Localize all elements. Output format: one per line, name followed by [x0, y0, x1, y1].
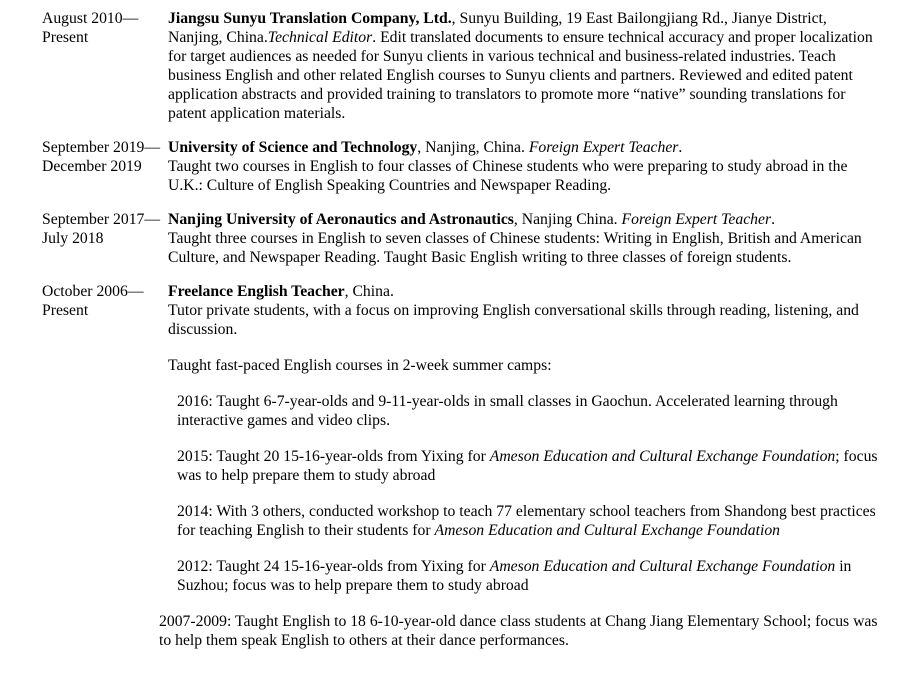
text-segment: Freelance English Teacher: [168, 283, 345, 300]
date-start: September 2017—: [42, 211, 161, 228]
camp-item-2014: [177, 502, 880, 540]
date-start: September 2019—: [42, 139, 161, 156]
entry-description: [168, 229, 880, 267]
text-segment: 2014: With 3 others, conducted workshop to teach 77 elementary school teachers from Shandong best practices for teaching English to their students for: [177, 503, 876, 539]
text-segment: Jiangsu Sunyu Translation Company, Ltd.: [168, 10, 452, 27]
text-segment: 2016: Taught 6-7-year-olds and 9-11-year-olds in small classes in Gaochun. Accelerated learning through interactive games and video clips.: [177, 393, 838, 429]
text-segment: , Nanjing China.: [513, 211, 622, 228]
text-segment: in Suzhou; focus was to help prepare them to study abroad: [177, 558, 852, 594]
entry-description: [168, 9, 880, 123]
entry-jiangsu-sunyu: [42, 9, 922, 123]
text-segment: Nanjing University of Aeronautics and Astronautics: [168, 211, 514, 228]
entry-heading: [168, 210, 880, 229]
date-end: Present: [42, 302, 89, 319]
text-segment: Technical Editor: [267, 29, 373, 46]
date-range: [42, 9, 168, 47]
text-segment: University of Science and Technology: [168, 139, 418, 156]
date-end: July 2018: [42, 230, 104, 247]
entry-heading: [168, 282, 880, 301]
text-segment: 2015: Taught 20 15-16-year-olds from Yixing for: [177, 448, 490, 465]
camps-intro: [168, 356, 880, 375]
entry-body: [168, 210, 880, 267]
entry-description: [168, 301, 880, 339]
entry-body: [168, 138, 880, 195]
entry-body: [168, 9, 880, 123]
text-segment: Ameson Education and Cultural Exchange Foundation: [489, 448, 836, 465]
camp-item-2012: [177, 557, 880, 595]
entry-university-science-technology: [42, 138, 922, 195]
entry-nanjing-aeronautics: [42, 210, 922, 267]
text-segment: 2012: Taught 24 15-16-year-olds from Yixing for: [177, 558, 490, 575]
text-segment: Tutor private students, with a focus on improving English conversational skills through reading, listening, and discussion.: [168, 302, 859, 338]
text-segment: Taught fast-paced English courses in 2-week summer camps:: [168, 357, 552, 374]
text-segment: 2007-2009: Taught English to 18 6-10-year-old dance class students at Chang Jiang Elementary School; focus was to help them speak English to others at their dance performances.: [159, 613, 878, 649]
text-segment: Taught three courses in English to seven classes of Chinese students: Writing in English, British and American Culture, and Newspaper Reading. Taught Basic English writing to three classes of foreign students.: [168, 230, 862, 266]
text-segment: Ameson Education and Cultural Exchange Foundation: [489, 558, 836, 575]
text-segment: Foreign Expert Teacher: [621, 211, 772, 228]
text-segment: . Edit translated documents to ensure technical accuracy and proper localization for target audiences as needed for Sunyu clients in various technical and business-related industries. Teach business English and other related English courses to Sunyu clients and partners. Reviewed and edited patent application abstracts and provided training to translators to promote more “native” sounding translations for patent application materials.: [168, 29, 873, 122]
text-segment: .: [678, 139, 683, 156]
experience-list: [42, 9, 922, 650]
text-segment: Foreign Expert Teacher: [528, 139, 679, 156]
text-segment: Taught two courses in English to four classes of Chinese students who were preparing to study abroad in the U.K.: Culture of English Speaking Countries and Newspaper Reading.: [168, 158, 848, 194]
date-end: December 2019: [42, 158, 142, 175]
date-start: October 2006—: [42, 283, 144, 300]
date-range: [42, 138, 168, 176]
date-range: [42, 210, 168, 248]
entry-body: [159, 282, 880, 650]
text-segment: .: [771, 211, 776, 228]
date-range: [42, 282, 168, 320]
entry-freelance-english-teacher: [42, 282, 922, 650]
entry-description: [168, 157, 880, 195]
camp-item-2016: [177, 392, 880, 430]
text-segment: , Sunyu Building, 19 East Bailongjiang Rd., Jianye District, Nanjing, China.: [168, 10, 827, 46]
item-2007-2009: [159, 612, 880, 650]
date-end: Present: [42, 29, 89, 46]
text-segment: Ameson Education and Cultural Exchange Foundation: [434, 522, 781, 539]
entry-heading: [168, 138, 880, 157]
date-start: August 2010—: [42, 10, 139, 27]
text-segment: , Nanjing, China.: [417, 139, 529, 156]
text-segment: , China.: [344, 283, 394, 300]
text-segment: ; focus was to help prepare them to study abroad: [177, 448, 878, 484]
camp-item-2015: [177, 447, 880, 485]
